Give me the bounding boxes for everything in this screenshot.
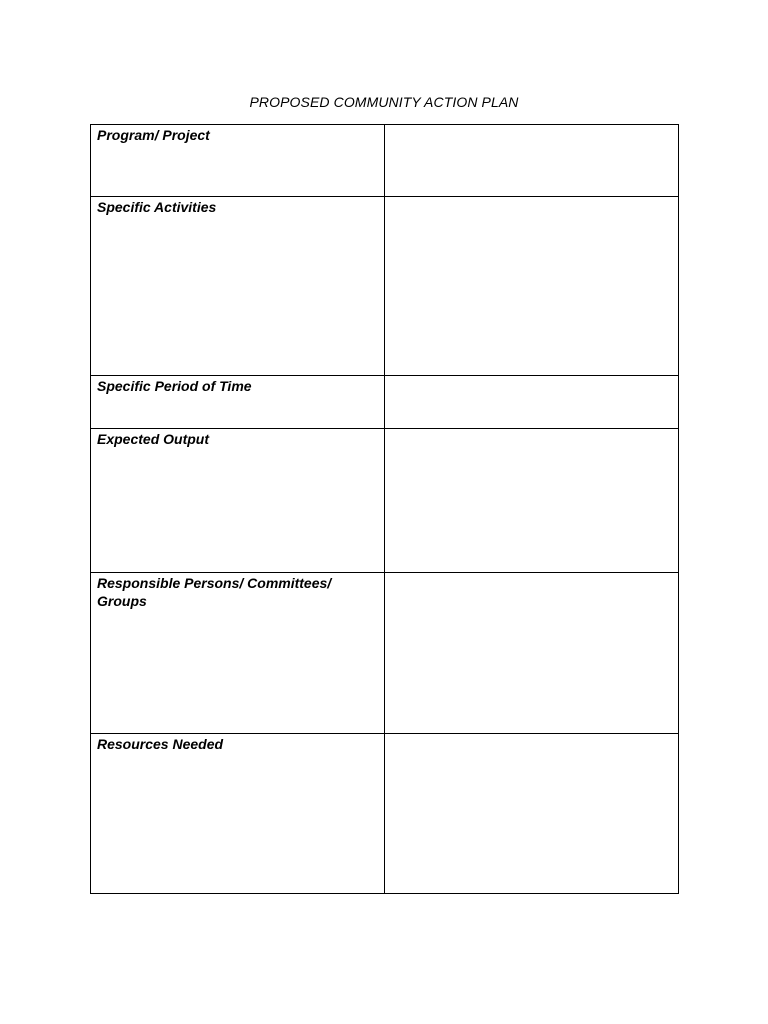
label-resources-needed: Resources Needed (97, 736, 224, 752)
table-row-specific-activities (91, 197, 679, 376)
table-row-expected-output (91, 429, 679, 573)
value-cell-program-project[interactable] (385, 125, 679, 197)
label-cell-specific-period (91, 376, 385, 429)
label-specific-period: Specific Period of Time (97, 378, 252, 394)
value-cell-resources-needed[interactable] (385, 734, 679, 894)
label-cell-expected-output (91, 429, 385, 573)
label-responsible-persons: Responsible Persons/ Committees/ Groups (97, 575, 332, 609)
label-program-project: Program/ Project (97, 127, 210, 143)
label-cell-program-project (91, 125, 385, 197)
value-cell-specific-activities[interactable] (385, 197, 679, 376)
table-row-program-project (91, 125, 679, 197)
value-cell-specific-period[interactable] (385, 376, 679, 429)
document-title: PROPOSED COMMUNITY ACTION PLAN (249, 94, 519, 110)
table-row-responsible-persons (91, 573, 679, 734)
table-row-resources-needed (91, 734, 679, 894)
value-cell-expected-output[interactable] (385, 429, 679, 573)
label-cell-specific-activities (91, 197, 385, 376)
label-specific-activities: Specific Activities (97, 199, 217, 215)
action-plan-table (90, 124, 679, 894)
label-cell-responsible-persons (91, 573, 385, 734)
label-expected-output: Expected Output (97, 431, 210, 447)
label-cell-resources-needed (91, 734, 385, 894)
table-row-specific-period (91, 376, 679, 429)
value-cell-responsible-persons[interactable] (385, 573, 679, 734)
